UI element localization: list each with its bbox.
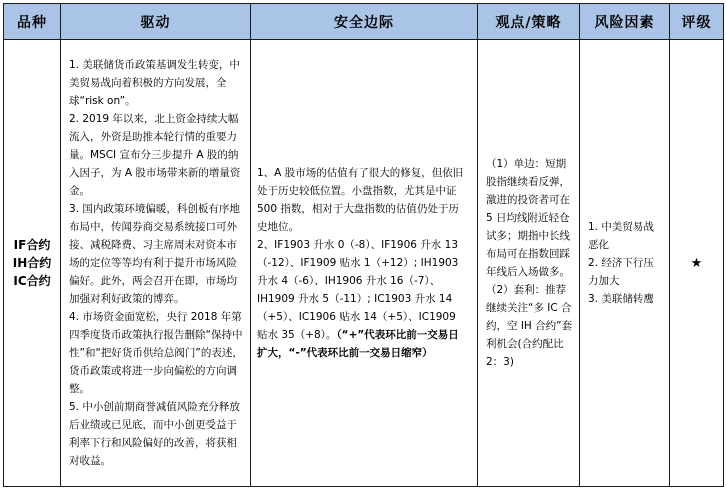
header-rating: 评级 — [670, 4, 724, 40]
risk-item: 1. 中美贸易战恶化 — [588, 221, 654, 251]
category-ic: IC合约 — [13, 274, 51, 288]
driver-item: 5. 中小创前期商誉减值风险充分释放后业绩或已见底，而中小创更受益于利率下行和风险偏好的改善，将获相对收益。 — [69, 401, 240, 467]
category-cell — [4, 40, 61, 487]
strategy-table — [3, 3, 724, 487]
driver-item: 2. 2019 年以来，北上资金持续大幅流入，外资是助推本轮行情的重要力量。MSCI 宣布分三步提升 A 股的纳入因子，为 A 股市场带来新的增量资金。 — [69, 113, 241, 197]
driver-item: 4. 市场资金面宽松，央行 2018 年第四季度货币政策执行报告删除“保持中性”和“把好货币供给总阀门”的表述，货币政策或将进一步向偏松的方向调整。 — [69, 311, 243, 395]
header-view: 观点/策略 — [478, 4, 580, 40]
risk-cell — [580, 40, 670, 487]
risk-item: 3. 美联储转鹰 — [588, 293, 654, 305]
header-category: 品种 — [4, 4, 61, 40]
star-icon: ★ — [690, 255, 703, 271]
rating-cell — [670, 40, 724, 487]
header-row — [4, 4, 724, 40]
view-cell — [478, 40, 580, 487]
view-item-arbitrage: （2）套利：推荐继续关注“多 IC 合约，空 IH 合约”套利机会(合约配比 2：3) — [486, 284, 573, 368]
category-ih: IH合约 — [12, 256, 52, 270]
safety-margin-cell — [251, 40, 478, 487]
view-item-direction: （1）单边：短期股指继续看反弹，激进的投资者可在 5 日均线附近轻仓试多；期指中长线布局可在指数回踩年线后入场做多。 — [486, 158, 570, 278]
driver-item: 3. 国内政策环境偏暖，科创板有序地布局中，传闻券商交易系统接口可外接、减税降费、习主席周末对资本市场的定位等等均有利于提升市场风险偏好。此外，两会召开在即，市场均加强对利好政策的博弈。 — [69, 203, 240, 305]
table-row — [4, 40, 724, 487]
category-if: IF合约 — [13, 238, 51, 252]
header-safety-margin: 安全边际 — [251, 4, 478, 40]
valuation-text: 1、A 股市场的估值有了很大的修复，但依旧处于历史较低位置。小盘指数，尤其是中证 500 指数，相对于大盘指数的估值仍处于历史地位。 — [257, 167, 464, 233]
header-drivers: 驱动 — [61, 4, 251, 40]
basis-text: 2、IF1903 升水 0（-8）、IF1906 升水 13（-12）、IF1909 贴水 1（+12）; IH1903 升水 4（-6）、IH1906 升水 16（-7）、IH1909 升水 5（-11）; IC1903 升水 14（+5）、IC1906 贴水 14（+5）、IC1909 贴水 35（+8）。 — [257, 239, 459, 341]
header-risk: 风险因素 — [580, 4, 670, 40]
basis-note: （“+”代表环比前一交易日扩大，“-”代表环比前一交易日缩窄） — [257, 329, 459, 359]
drivers-cell — [61, 40, 251, 487]
risk-item: 2. 经济下行压力加大 — [588, 257, 654, 287]
driver-item: 1. 美联储货币政策基调发生转变，中美贸易战向着积极的方向发展，全球“risk on”。 — [69, 59, 240, 107]
